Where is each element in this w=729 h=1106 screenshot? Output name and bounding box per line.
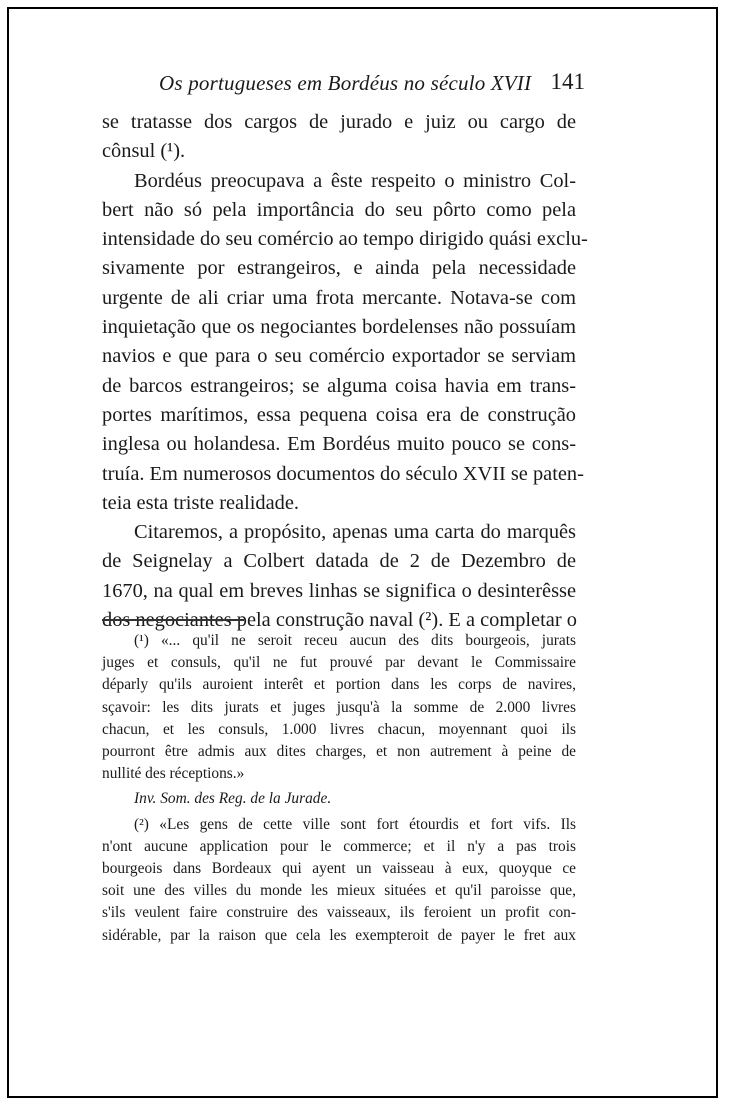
body-line: cônsul (¹).: [102, 140, 186, 163]
footnote-line: bourgeois dans Bordeaux qui ayent un vaisseau à eux, quoyque ce: [102, 860, 576, 878]
body-line: inglesa ou holandesa. Em Bordéus muito pouco se cons-: [102, 433, 576, 456]
footnote-line: déparly qu'ils auroient interêt et portion dans les corps de navires,: [102, 676, 576, 694]
footnote-source: Inv. Som. des Reg. de la Jurade.: [134, 790, 332, 808]
footnote-line: (¹) «... qu'il ne seroit receu aucun des dits bourgeois, jurats: [134, 632, 576, 649]
footnote-line: chacun, et les consuls, 1.000 livres chacun, moyennant quoi ils: [102, 720, 576, 738]
body-line: navios e que para o seu comércio exportador se serviam: [102, 345, 576, 368]
body-line: truía. Em numerosos documentos do século XVII se paten-: [102, 462, 584, 485]
body-line: Citaremos, a propósito, apenas uma carta do marquês: [134, 521, 576, 544]
footnotes: [102, 630, 576, 947]
footnote-line: pourront être admis aux dites charges, et non autrement à peine de: [102, 743, 576, 761]
footnote-line: n'ont aucune application pour le commerce; et il n'y a pas trois: [102, 837, 576, 855]
body-line: urgente de ali criar uma frota mercante. Notava-se com: [102, 286, 576, 309]
body-line: portes marítimos, essa pequena coisa era de construção: [102, 403, 576, 426]
footnote-line: soit une des villes du monde les mieux situées et qu'il paroisse que,: [102, 882, 576, 900]
footnote-line: sidérable, par la raison que cela les exempteroit de payer le fret aux: [102, 926, 576, 944]
body-line: teia esta triste realidade.: [102, 491, 300, 514]
page-number: 141: [550, 69, 585, 94]
footnote-line: nullité des réceptions.»: [102, 765, 245, 783]
body-line: inquietação que os negociantes bordelenses não possuíam: [102, 316, 576, 339]
body-line: de Seignelay a Colbert datada de 2 de Dezembro de: [102, 550, 576, 573]
body-line: sivamente por estrangeiros, e ainda pela necessidade: [102, 257, 576, 280]
page-header: [107, 67, 585, 97]
footnote-line: sçavoir: les dits jurats et juges jusqu'à la somme de 2.000 livres: [102, 698, 576, 716]
body-line: Bordéus preocupava a êste respeito o ministro Col-: [134, 169, 576, 192]
footnote-line: s'ils veulent faire construire des vaisseaux, ils feroient un profit con-: [102, 904, 576, 922]
body-text: [102, 108, 588, 635]
body-line: intensidade do seu comércio ao tempo dirigido quási exclu-: [102, 228, 588, 251]
body-line: dos negociantes pela construção naval (²). E a completar o: [102, 609, 577, 632]
body-line: se tratasse dos cargos de jurado e juiz ou cargo de: [102, 111, 576, 133]
body-line: bert não só pela importância do seu pôrto como pela: [102, 198, 576, 221]
body-line: 1670, na qual em breves linhas se significa o desinterêsse: [102, 579, 576, 602]
footnote-line: juges et consuls, qu'il ne fut prouvé par devant le Commissaire: [102, 654, 576, 672]
body-line: de barcos estrangeiros; se alguma coisa havia em trans-: [102, 374, 576, 397]
running-title: Os portugueses em Bordéus no século XVII: [159, 71, 532, 95]
footnote-line: (²) «Les gens de cette ville sont fort étourdis et fort vifs. Ils: [134, 815, 576, 833]
footnote-rule: [102, 619, 244, 621]
